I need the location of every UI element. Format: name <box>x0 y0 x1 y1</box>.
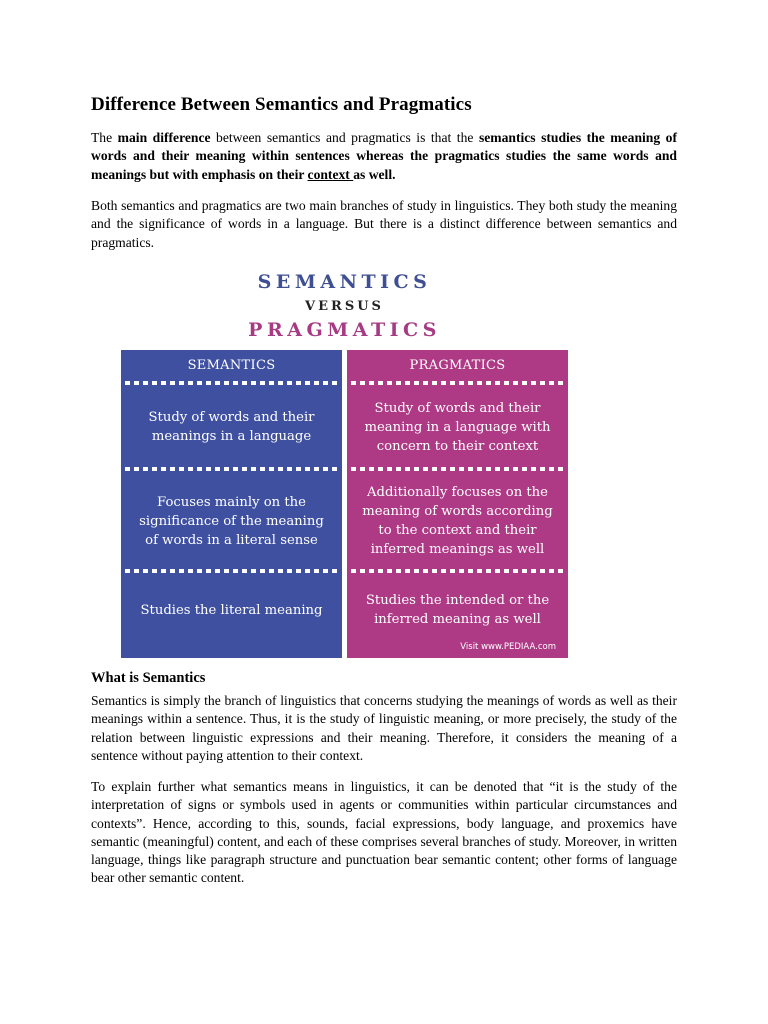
pragmatics-row-3: Studies the intended or the inferred meaning as well <box>365 593 550 627</box>
pragmatics-row-1: Study of words and their meaning in a language with concern to their context <box>364 400 551 454</box>
dotted-divider <box>351 381 564 385</box>
comparison-table <box>121 350 568 658</box>
pediaa-credit: Visit www.PEDIAA.com <box>460 642 556 652</box>
infographic-title-versus: VERSUS <box>305 299 384 314</box>
dotted-divider <box>125 467 338 471</box>
dotted-divider <box>351 467 564 471</box>
semantics-paragraph-2: To explain further what semantics means in linguistics, it can be denoted that “it is the study of the interpretation of signs or symbols used in agents or communities within particular circumstances and contexts”. Hence, according to this, sounds, facial expressions, body language, and proxemics have semantic (meaningful) content, and each of these comprises several branches of study. Moreover, in written language, things like paragraph structure and punctuation bear semantic content; other forms of language bear other semantic content. <box>91 779 677 886</box>
infographic-title-semantics: SEMANTICS <box>257 271 432 293</box>
dotted-divider <box>125 381 338 385</box>
infographic-title-pragmatics: PRAGMATICS <box>248 319 441 341</box>
intro-mid: between semantics and pragmatics is that the <box>210 130 479 145</box>
intro-paragraph-1 <box>91 129 677 184</box>
semantics-row-2: Focuses mainly on the significance of the meaning of words in a literal sense <box>139 494 324 548</box>
intro-bold-main-difference: main difference <box>117 130 211 145</box>
semantics-row-3: Studies the literal meaning <box>140 602 323 618</box>
pragmatics-header: PRAGMATICS <box>409 357 506 373</box>
intro-lead: The <box>91 130 118 145</box>
intro-paragraph-2: Both semantics and pragmatics are two main branches of study in linguistics. They both study the meaning and the significance of words in a language. But there is a distinct difference between semantics and pragmatics. <box>91 198 677 250</box>
semantics-paragraph-1: Semantics is simply the branch of linguistics that concerns studying the meanings of words as well as their meanings within a sentence. Thus, it is the study of linguistic meaning, or more precisely, the study of the relation between linguistic expressions and their meaning. Therefore, it considers the meaning of a sentence without paying attention to their context. <box>91 693 677 763</box>
semantics-vs-pragmatics-infographic <box>121 265 568 658</box>
pragmatics-row-2: Additionally focuses on the meaning of words according to the context and their inferred meanings as well <box>362 485 553 557</box>
context-link[interactable]: context <box>307 166 354 182</box>
page-title: Difference Between Semantics and Pragmatics <box>91 94 472 115</box>
dotted-divider <box>125 569 338 573</box>
semantics-row-1: Study of words and their meanings in a language <box>148 410 315 444</box>
pragmatics-column <box>347 350 568 658</box>
dotted-divider <box>351 569 564 573</box>
semantics-column <box>121 350 342 658</box>
section-heading-what-is-semantics: What is Semantics <box>91 670 206 686</box>
semantics-header: SEMANTICS <box>187 357 276 373</box>
intro-bold-definition: semantics studies the meaning of words and their meaning within sentences whereas the pragmatics studies the same words and meanings but with emphasis on their <box>91 130 677 182</box>
intro-tail: as well. <box>353 166 396 182</box>
